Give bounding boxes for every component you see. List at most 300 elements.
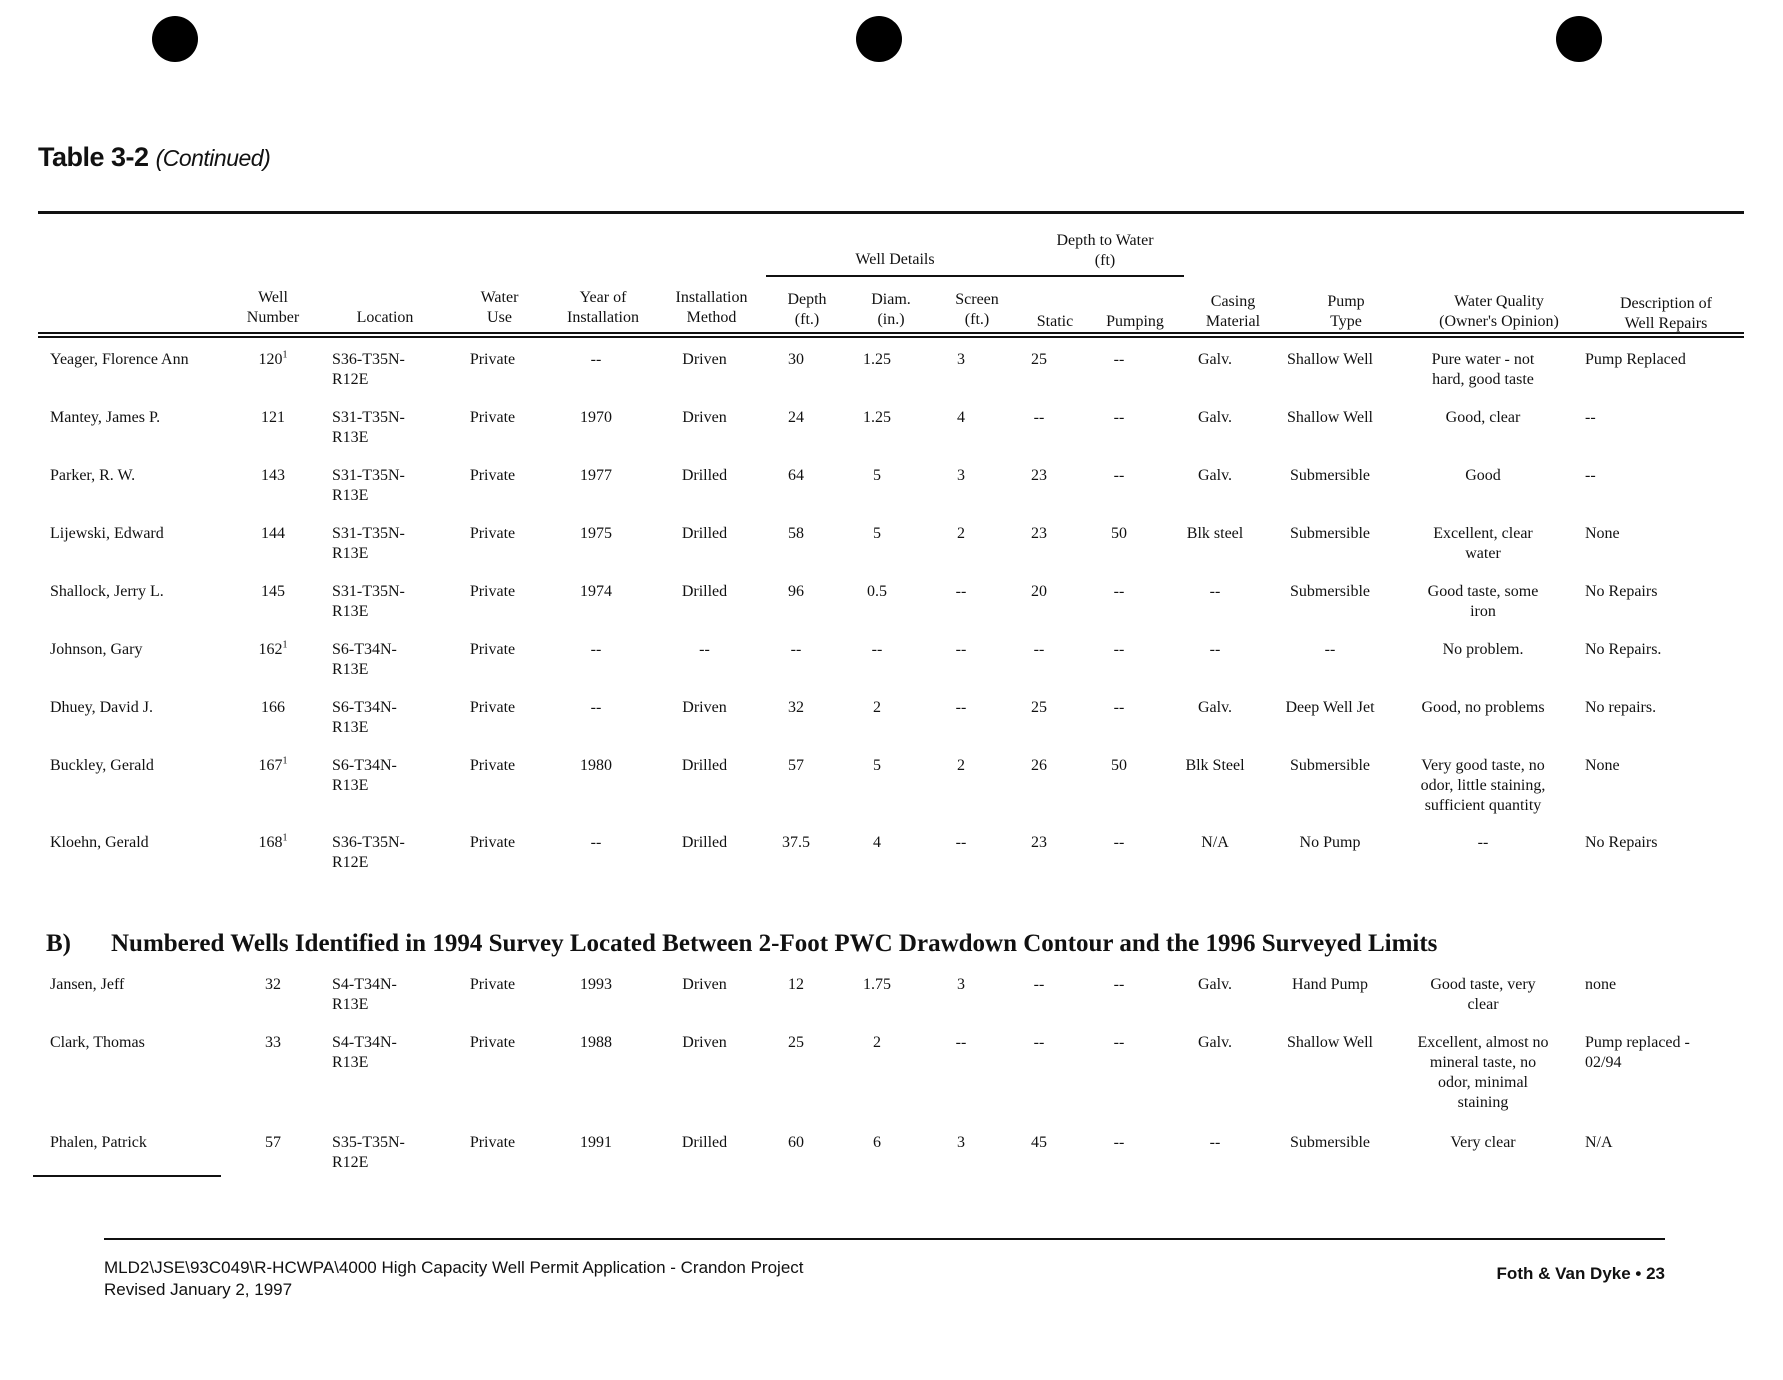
row-water-use [445, 408, 540, 466]
header-rule-double-bottom [38, 336, 1744, 338]
row-depth-text: -- [790, 641, 802, 658]
row-year-installed-text: 1974 [580, 583, 612, 600]
row-static-level-text: -- [1033, 641, 1045, 658]
row-pumping-level [1075, 1133, 1163, 1193]
row-year-installed [540, 975, 652, 1033]
row-well-number [226, 1033, 320, 1133]
row-water-quality-text: No problem. [1442, 641, 1524, 658]
row-screen-text: -- [955, 834, 967, 851]
row-water-use [445, 833, 540, 893]
row-diameter [835, 466, 919, 524]
row-installation-method [652, 408, 757, 466]
row-depth [757, 1033, 835, 1133]
row-installation-method [652, 975, 757, 1033]
row-owner-name-text: Kloehn, Gerald [50, 834, 149, 851]
row-depth [757, 833, 835, 893]
footnote-marker: 1 [282, 349, 288, 361]
binder-hole-right [1556, 16, 1602, 62]
row-well-repairs-text: No repairs. [1585, 699, 1657, 716]
row-water-use-text: Private [469, 757, 516, 774]
row-water-use-text: Private [469, 351, 516, 368]
row-screen-text: 3 [957, 1134, 965, 1151]
row-screen-text: 2 [957, 525, 965, 542]
row-depth [757, 975, 835, 1033]
table-row [38, 698, 1738, 756]
row-casing-material [1163, 524, 1267, 582]
row-pump-type [1267, 408, 1393, 466]
row-pumping-level [1075, 466, 1163, 524]
row-pump-type-text: Deep Well Jet [1285, 699, 1375, 716]
row-pumping-level-text: -- [1113, 467, 1125, 484]
row-well-repairs-text: N/A [1585, 1134, 1613, 1151]
table-row [38, 408, 1738, 466]
row-water-quality [1393, 1033, 1573, 1133]
row-owner-name-text: Shallock, Jerry L. [50, 583, 164, 600]
row-location [320, 833, 445, 893]
row-water-use-text: Private [469, 525, 516, 542]
row-water-use [445, 975, 540, 1033]
row-screen [919, 524, 1003, 582]
row-installation-method [652, 1033, 757, 1133]
table-section-a-body [38, 350, 1738, 893]
row-well-number-text: 144 [261, 525, 285, 542]
row-screen [919, 1033, 1003, 1133]
row-pumping-level [1075, 524, 1163, 582]
row-pumping-level-text: -- [1113, 351, 1125, 368]
row-diameter-text: 1.25 [863, 351, 891, 368]
row-installation-method-text: Drilled [681, 1134, 728, 1151]
header-location: Location [356, 309, 414, 326]
row-pump-type [1267, 698, 1393, 756]
row-static-level-text: -- [1033, 976, 1045, 993]
row-screen [919, 975, 1003, 1033]
row-screen-text: 3 [957, 351, 965, 368]
row-well-number-text: 166 [261, 699, 285, 716]
header-static: Static [1036, 313, 1074, 330]
row-pump-type-text: -- [1324, 641, 1336, 658]
row-pump-type [1267, 1133, 1393, 1193]
row-water-use-text: Private [469, 641, 516, 658]
row-depth [757, 756, 835, 833]
row-well-repairs-text: No Repairs [1585, 834, 1658, 851]
row-owner-name [38, 640, 226, 698]
row-well-number-text: 162 [258, 641, 283, 658]
row-year-installed [540, 640, 652, 698]
row-water-use [445, 640, 540, 698]
row-well-repairs-text: No Repairs [1585, 583, 1658, 600]
row-static-level [1003, 756, 1075, 833]
row-year-installed [540, 408, 652, 466]
row-diameter [835, 350, 919, 408]
row-location-text: S4-T34N- R13E [332, 1034, 397, 1071]
row-static-level [1003, 466, 1075, 524]
row-year-installed [540, 466, 652, 524]
footer-rule [104, 1238, 1665, 1240]
row-water-quality-text: Good taste, some iron [1427, 583, 1539, 620]
row-owner-name [38, 833, 226, 893]
row-casing-material-text: Galv. [1197, 699, 1233, 716]
row-pumping-level-text: 50 [1111, 525, 1127, 542]
row-well-repairs-text: Pump Replaced [1585, 351, 1686, 368]
row-pumping-level-text: -- [1113, 834, 1125, 851]
row-diameter-text: -- [871, 641, 883, 658]
row-installation-method-text: Driven [682, 1034, 727, 1051]
row-well-number [226, 640, 320, 698]
row-location [320, 640, 445, 698]
row-owner-name-text: Yeager, Florence Ann [50, 351, 189, 368]
row-diameter-text: 4 [873, 834, 881, 851]
row-pump-type-text: Submersible [1290, 757, 1370, 774]
row-location-text: S6-T34N- R13E [332, 757, 397, 794]
row-year-installed-text: 1970 [580, 409, 612, 426]
row-static-level [1003, 408, 1075, 466]
row-installation-method-text: Drilled [681, 834, 728, 851]
section-b-title: Numbered Wells Identified in 1994 Survey Located Between 2-Foot PWC Drawdown Contour and the 1996 Surveyed Limits [111, 930, 1438, 957]
row-year-installed [540, 582, 652, 640]
row-casing-material-text: Galv. [1197, 467, 1233, 484]
row-installation-method [652, 756, 757, 833]
row-year-installed-text: 1993 [580, 976, 612, 993]
row-year-installed-text: -- [590, 834, 602, 851]
row-well-number [226, 1133, 320, 1193]
row-diameter-text: 5 [873, 467, 881, 484]
row-water-use-text: Private [469, 1034, 516, 1051]
row-water-quality-text: Pure water - not hard, good taste [1431, 351, 1535, 388]
row-well-repairs-text: none [1585, 976, 1617, 993]
row-casing-material [1163, 640, 1267, 698]
row-well-number-text: 120 [258, 351, 283, 368]
row-owner-name [38, 698, 226, 756]
row-pump-type [1267, 1033, 1393, 1133]
row-location [320, 408, 445, 466]
row-diameter [835, 1033, 919, 1133]
row-casing-material-text: -- [1209, 583, 1221, 600]
header-diam: Diam. (in.) [871, 291, 911, 328]
row-pump-type-text: Hand Pump [1292, 976, 1368, 993]
row-water-quality-text: Excellent, clear water [1433, 525, 1533, 562]
row-pump-type [1267, 975, 1393, 1033]
row-water-quality-text: -- [1477, 834, 1489, 851]
row-water-use [445, 524, 540, 582]
row-static-level-text: 23 [1031, 525, 1047, 542]
row-diameter-text: 1.25 [863, 409, 891, 426]
row-water-quality [1393, 582, 1573, 640]
row-water-use-text: Private [469, 467, 516, 484]
row-casing-material [1163, 833, 1267, 893]
row-water-quality-text: Good [1465, 467, 1501, 484]
row-year-installed-text: 1980 [580, 757, 612, 774]
row-casing-material-text: Galv. [1197, 976, 1233, 993]
header-year-of-installation: Year of Installation [567, 289, 639, 326]
group-header-well-details: Well Details [855, 251, 935, 268]
row-pumping-level [1075, 1033, 1163, 1133]
row-depth [757, 582, 835, 640]
row-pump-type-text: Shallow Well [1287, 409, 1373, 426]
row-owner-name-text: Lijewski, Edward [50, 525, 164, 542]
row-water-quality-text: Very clear [1450, 1134, 1516, 1151]
row-year-installed-text: -- [590, 641, 602, 658]
row-year-installed-text: 1977 [580, 467, 612, 484]
table-row [38, 756, 1738, 833]
row-owner-name-text: Mantey, James P. [50, 409, 161, 426]
row-owner-name [38, 1133, 226, 1193]
row-year-installed [540, 756, 652, 833]
row-location-text: S36-T35N- R12E [332, 834, 405, 871]
row-location [320, 350, 445, 408]
row-owner-name [38, 466, 226, 524]
footnote-marker: 1 [282, 832, 288, 844]
row-well-repairs [1573, 975, 1738, 1033]
row-installation-method-text: Drilled [681, 583, 728, 600]
row-screen [919, 408, 1003, 466]
row-depth-text: 24 [788, 409, 804, 426]
header-installation-method: Installation Method [675, 289, 748, 326]
row-casing-material [1163, 466, 1267, 524]
footer-company-page: Foth & Van Dyke • 23 [1496, 1264, 1665, 1283]
row-well-number-text: 32 [265, 976, 281, 993]
row-water-quality-text: Very good taste, no odor, little staining, sufficient quantity [1420, 757, 1546, 814]
row-water-use-text: Private [469, 976, 516, 993]
row-well-number-text: 143 [261, 467, 285, 484]
row-static-level-text: -- [1033, 409, 1045, 426]
row-pumping-level-text: 50 [1111, 757, 1127, 774]
row-static-level [1003, 975, 1075, 1033]
row-water-use-text: Private [469, 834, 516, 851]
header-pumping: Pumping [1106, 313, 1164, 330]
table-row [38, 1033, 1738, 1133]
row-screen [919, 466, 1003, 524]
row-screen [919, 350, 1003, 408]
row-well-repairs [1573, 756, 1738, 833]
row-year-installed [540, 833, 652, 893]
row-casing-material [1163, 1133, 1267, 1193]
row-depth [757, 524, 835, 582]
row-well-repairs [1573, 350, 1738, 408]
row-depth-text: 12 [788, 976, 804, 993]
table-row [38, 975, 1738, 1033]
row-water-quality [1393, 466, 1573, 524]
row-water-quality [1393, 1133, 1573, 1193]
row-static-level [1003, 698, 1075, 756]
footer-file-path: MLD2\JSE\93C049\R-HCWPA\4000 High Capacity Well Permit Application - Crandon Project [104, 1258, 804, 1277]
row-well-number-text: 168 [258, 834, 283, 851]
row-well-repairs [1573, 640, 1738, 698]
row-pumping-level [1075, 698, 1163, 756]
row-depth-text: 96 [788, 583, 804, 600]
row-year-installed-text: -- [590, 699, 602, 716]
row-owner-name [38, 582, 226, 640]
row-depth-text: 37.5 [782, 834, 810, 851]
binder-hole-middle [856, 16, 902, 62]
row-installation-method-text: Drilled [681, 525, 728, 542]
row-screen-text: 3 [957, 467, 965, 484]
row-depth-text: 30 [788, 351, 804, 368]
row-screen [919, 833, 1003, 893]
row-screen-text: -- [955, 641, 967, 658]
row-screen-text: 2 [957, 757, 965, 774]
row-pumping-level-text: -- [1113, 583, 1125, 600]
row-year-installed [540, 1133, 652, 1193]
row-diameter-text: 5 [873, 525, 881, 542]
row-static-level-text: 25 [1031, 351, 1047, 368]
row-installation-method [652, 1133, 757, 1193]
row-casing-material [1163, 756, 1267, 833]
group-header-depth-to-water: Depth to Water (ft) [1056, 232, 1154, 269]
row-pumping-level-text: -- [1113, 409, 1125, 426]
row-screen-text: 3 [957, 976, 965, 993]
row-location-text: S31-T35N- R13E [332, 467, 405, 504]
row-well-repairs [1573, 582, 1738, 640]
table-row [38, 640, 1738, 698]
row-depth [757, 350, 835, 408]
row-static-level [1003, 833, 1075, 893]
row-year-installed-text: -- [590, 351, 602, 368]
row-owner-name-text: Johnson, Gary [50, 641, 143, 658]
row-well-repairs-text: None [1585, 757, 1620, 774]
row-screen [919, 582, 1003, 640]
row-water-use-text: Private [469, 1134, 516, 1151]
row-installation-method-text: Driven [682, 699, 727, 716]
row-static-level [1003, 350, 1075, 408]
row-pump-type [1267, 466, 1393, 524]
row-year-installed [540, 524, 652, 582]
row-well-repairs-text: Pump replaced - 02/94 [1585, 1034, 1690, 1071]
row-year-installed-text: 1988 [580, 1034, 612, 1051]
row-owner-name [38, 524, 226, 582]
row-water-quality-text: Excellent, almost no mineral taste, no odor, minimal staining [1417, 1034, 1549, 1111]
row-well-number [226, 524, 320, 582]
row-well-number [226, 975, 320, 1033]
row-static-level-text: -- [1033, 1034, 1045, 1051]
row-diameter-text: 0.5 [867, 583, 887, 600]
row-depth [757, 698, 835, 756]
row-depth-text: 58 [788, 525, 804, 542]
row-casing-material-text: -- [1209, 641, 1221, 658]
row-diameter-text: 2 [873, 1034, 881, 1051]
row-diameter [835, 1133, 919, 1193]
row-installation-method-text: Driven [682, 976, 727, 993]
row-screen-text: -- [955, 583, 967, 600]
row-well-number [226, 408, 320, 466]
table-title-main: Table 3-2 [38, 142, 149, 172]
header-screen: Screen (ft.) [955, 291, 999, 328]
row-well-repairs [1573, 698, 1738, 756]
row-pumping-level-text: -- [1113, 699, 1125, 716]
row-screen [919, 698, 1003, 756]
row-installation-method [652, 524, 757, 582]
row-year-installed-text: 1991 [580, 1134, 612, 1151]
row-pump-type [1267, 756, 1393, 833]
row-year-installed [540, 350, 652, 408]
row-casing-material-text: Blk steel [1186, 525, 1244, 542]
header-depth: Depth (ft.) [787, 291, 827, 328]
row-location-text: S4-T34N- R13E [332, 976, 397, 1013]
row-diameter-text: 1.75 [863, 976, 891, 993]
row-water-quality [1393, 756, 1573, 833]
row-pump-type-text: Submersible [1290, 583, 1370, 600]
row-pumping-level [1075, 582, 1163, 640]
row-depth [757, 466, 835, 524]
row-casing-material [1163, 1033, 1267, 1133]
row-water-use [445, 1033, 540, 1133]
section-b-letter: B) [46, 930, 71, 957]
row-pumping-level [1075, 640, 1163, 698]
row-well-repairs [1573, 833, 1738, 893]
top-rule [38, 211, 1744, 214]
row-water-quality [1393, 350, 1573, 408]
row-well-number [226, 833, 320, 893]
table-row [38, 350, 1738, 408]
row-pumping-level-text: -- [1113, 1034, 1125, 1051]
row-well-number-text: 121 [261, 409, 285, 426]
table-section-b-body [38, 975, 1738, 1193]
row-pumping-level [1075, 975, 1163, 1033]
row-pumping-level [1075, 408, 1163, 466]
row-installation-method-text: Drilled [681, 757, 728, 774]
row-well-repairs [1573, 1133, 1738, 1193]
row-diameter [835, 756, 919, 833]
row-static-level-text: 23 [1031, 467, 1047, 484]
row-water-use [445, 466, 540, 524]
row-static-level-text: 26 [1031, 757, 1047, 774]
row-location-text: S36-T35N- R12E [332, 351, 405, 388]
row-pumping-level-text: -- [1113, 976, 1125, 993]
row-owner-name [38, 756, 226, 833]
header-casing-material: Casing Material [1205, 293, 1261, 330]
row-installation-method-text: Driven [682, 351, 727, 368]
row-water-quality [1393, 408, 1573, 466]
row-pump-type [1267, 640, 1393, 698]
row-water-use [445, 756, 540, 833]
row-diameter [835, 640, 919, 698]
row-static-level-text: 20 [1031, 583, 1047, 600]
row-well-repairs [1573, 408, 1738, 466]
row-screen [919, 640, 1003, 698]
row-installation-method-text: Driven [682, 409, 727, 426]
row-owner-name-text: Clark, Thomas [50, 1034, 145, 1051]
row-depth-text: 60 [788, 1134, 804, 1151]
section-b-heading [46, 930, 1437, 958]
row-diameter [835, 524, 919, 582]
row-static-level [1003, 1133, 1075, 1193]
row-location-text: S6-T34N- R13E [332, 641, 397, 678]
row-screen-text: -- [955, 699, 967, 716]
row-installation-method [652, 833, 757, 893]
row-well-repairs-text: None [1585, 525, 1620, 542]
row-owner-name [38, 1033, 226, 1133]
header-well-repairs: Description of Well Repairs [1620, 295, 1712, 332]
row-screen [919, 756, 1003, 833]
footnote-rule [33, 1175, 221, 1177]
row-installation-method [652, 698, 757, 756]
row-well-number [226, 466, 320, 524]
table-section-b [38, 975, 1738, 1193]
row-depth-text: 64 [788, 467, 804, 484]
row-static-level [1003, 582, 1075, 640]
row-casing-material [1163, 698, 1267, 756]
row-casing-material-text: Galv. [1197, 351, 1233, 368]
row-well-repairs [1573, 1033, 1738, 1133]
row-well-repairs-text: -- [1585, 409, 1596, 426]
row-diameter [835, 833, 919, 893]
row-diameter-text: 2 [873, 699, 881, 716]
row-pump-type [1267, 833, 1393, 893]
table-row [38, 1133, 1738, 1193]
row-pump-type-text: Submersible [1290, 1134, 1370, 1151]
header-rule-double-top [38, 332, 1744, 334]
row-installation-method-text: -- [699, 641, 710, 658]
row-water-quality [1393, 698, 1573, 756]
